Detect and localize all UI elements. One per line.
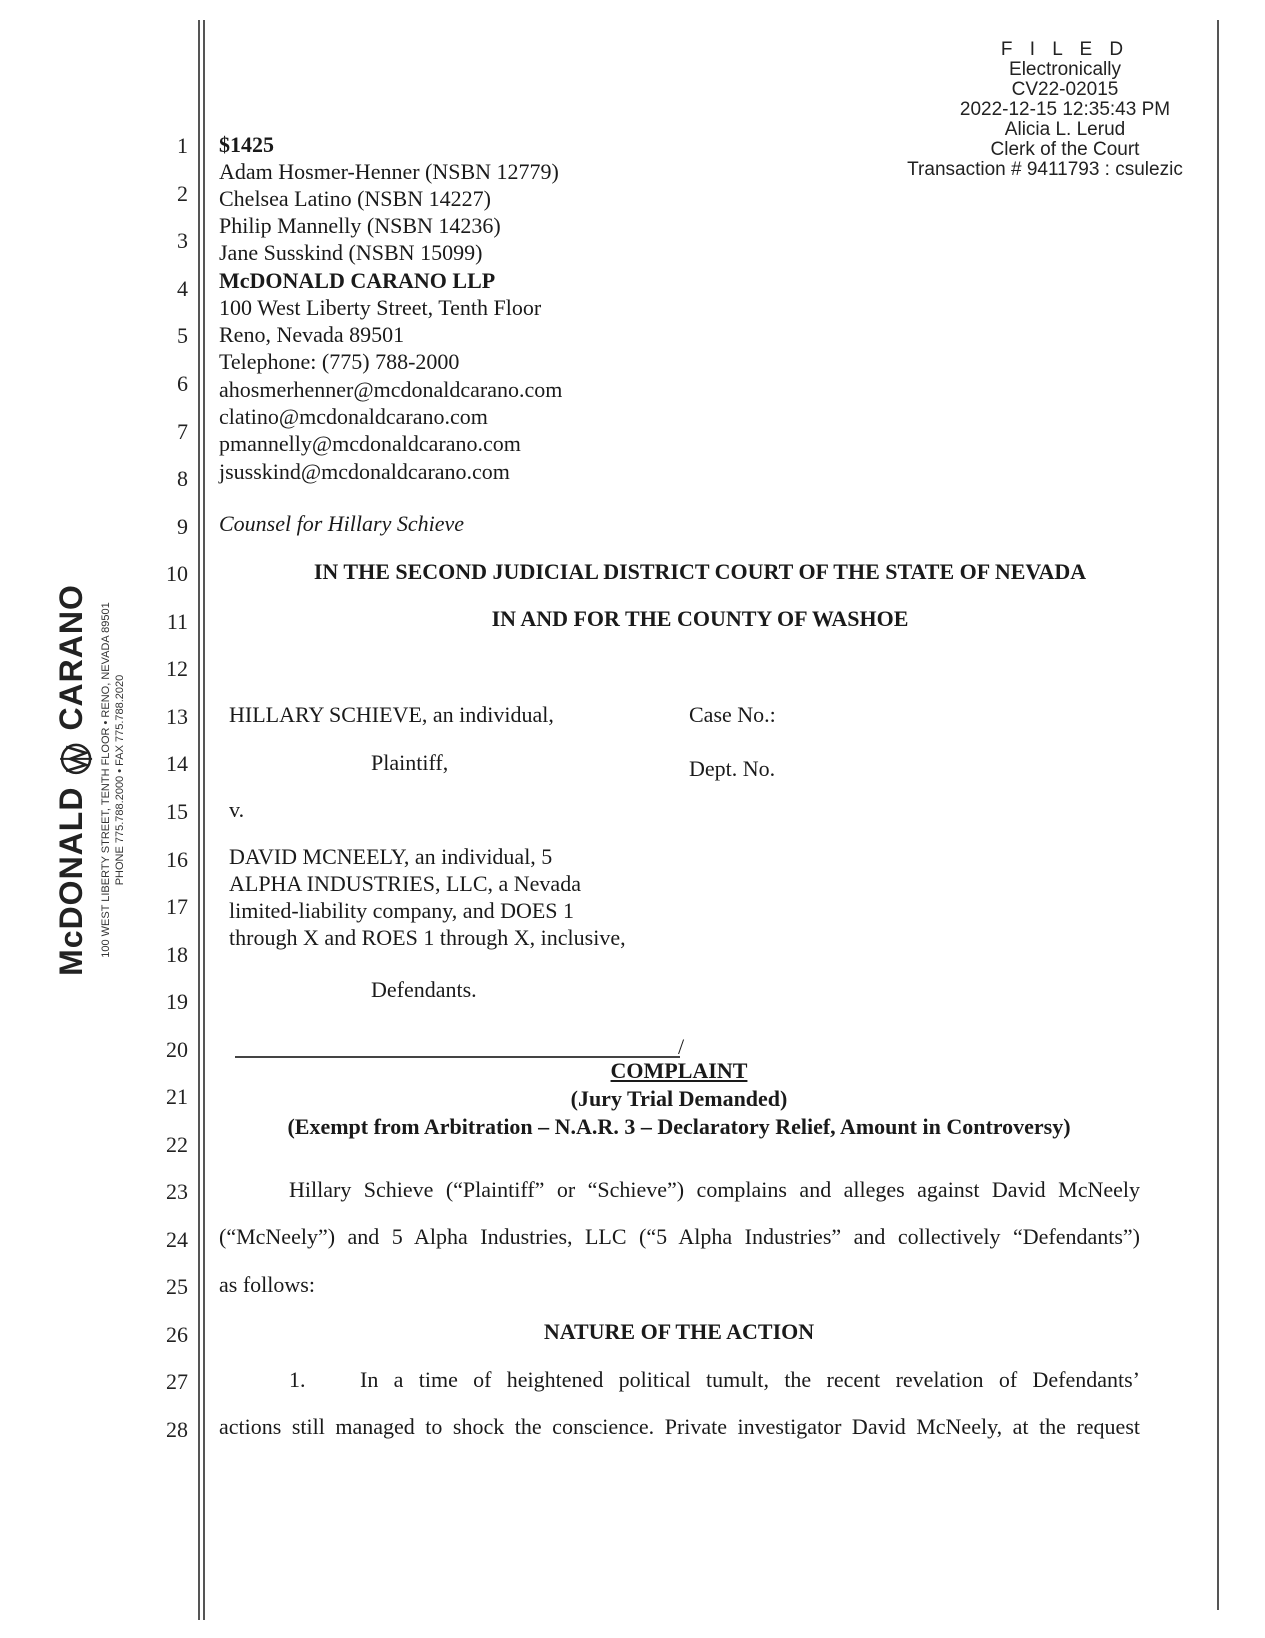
- line-number: 26: [166, 1322, 188, 1347]
- line-number: 15: [166, 799, 188, 824]
- paragraph-line: actions still managed to shock the conscience. Private investigator David McNeely, at the request: [219, 1414, 1140, 1439]
- firm-address-1: 100 West Liberty Street, Tenth Floor: [219, 295, 542, 320]
- section-heading: NATURE OF THE ACTION: [543, 1319, 815, 1344]
- defendants-line: DAVID MCNEELY, an individual, 5: [229, 844, 553, 869]
- defendants-line: limited-liability company, and DOES 1: [229, 898, 575, 923]
- stamp-clerk-title: Clerk of the Court: [990, 139, 1140, 160]
- firm-sidebar-logo: [30, 584, 150, 976]
- line-number: 20: [166, 1037, 188, 1062]
- intro-line: (“McNeely”) and 5 Alpha Industries, LLC (“5 Alpha Industries” and collectively “Defendants”): [219, 1224, 1140, 1249]
- attorney-email: jsusskind@mcdonaldcarano.com: [219, 459, 510, 484]
- line-number: 5: [177, 323, 188, 348]
- document-title: COMPLAINT: [610, 1058, 748, 1083]
- intro-line: as follows:: [219, 1272, 315, 1297]
- stamp-method: Electronically: [1009, 59, 1121, 80]
- defendants-line: through X and ROES 1 through X, inclusive,: [229, 925, 626, 950]
- filing-stamp: [907, 39, 1215, 180]
- firm-address-2: Reno, Nevada 89501: [219, 322, 405, 347]
- line-number: 17: [166, 894, 188, 919]
- line-number: 10: [166, 561, 188, 586]
- line-number: 11: [166, 609, 188, 634]
- logo-brand-right: CARANO: [53, 584, 90, 731]
- attorney-email: ahosmerhenner@mcdonaldcarano.com: [219, 377, 563, 402]
- firm-emblem-icon: [58, 741, 99, 777]
- line-number: 2: [177, 181, 188, 206]
- line-number: 4: [177, 276, 188, 301]
- line-number: 7: [177, 419, 188, 444]
- defendants-line: ALPHA INDUSTRIES, LLC, a Nevada: [229, 871, 581, 896]
- line-number: 18: [166, 942, 188, 967]
- dept-no-label: Dept. No.: [689, 756, 776, 781]
- line-number: 14: [166, 751, 188, 776]
- stamp-transaction: Transaction # 9411793 : csulezic: [907, 159, 1183, 180]
- stamp-timestamp: 2022-12-15 12:35:43 PM: [959, 99, 1171, 120]
- attorney-email: clatino@mcdonaldcarano.com: [219, 404, 488, 429]
- document-subtitle-jury: (Jury Trial Demanded): [570, 1086, 788, 1111]
- line-number: 13: [166, 704, 188, 729]
- line-number: 21: [166, 1084, 188, 1109]
- firm-name: McDONALD CARANO LLP: [219, 268, 496, 293]
- attorney-name: Jane Susskind (NSBN 15099): [219, 240, 483, 265]
- line-number: 12: [166, 656, 188, 681]
- line-number: 16: [166, 847, 188, 872]
- right-margin-rule: [1217, 20, 1219, 1610]
- line-number: 9: [177, 514, 188, 539]
- line-number: 24: [166, 1227, 188, 1252]
- line-number: 25: [166, 1274, 188, 1299]
- paragraph-number: 1.: [289, 1367, 306, 1392]
- document-subtitle-arbitration: (Exempt from Arbitration – N.A.R. 3 – Declaratory Relief, Amount in Controversy): [287, 1114, 1071, 1139]
- plaintiff-name: HILLARY SCHIEVE, an individual,: [229, 702, 554, 727]
- line-number: 27: [166, 1369, 188, 1394]
- counsel-for: Counsel for Hillary Schieve: [219, 511, 465, 536]
- left-margin-rule: [198, 20, 200, 1620]
- attorney-name: Adam Hosmer-Henner (NSBN 12779): [219, 159, 559, 184]
- logo-address: 100 WEST LIBERTY STREET, TENTH FLOOR • RENO, NEVADA 89501: [99, 602, 112, 958]
- paragraph-line: In a time of heightened political tumult, the recent revelation of Defendants’: [360, 1367, 1140, 1392]
- plaintiff-role: Plaintiff,: [371, 750, 449, 775]
- line-number: 22: [166, 1132, 188, 1157]
- line-number: 8: [177, 466, 188, 491]
- defendants-role: Defendants.: [371, 977, 477, 1002]
- line-number: 6: [177, 371, 188, 396]
- stamp-status: F I L E D: [1000, 39, 1130, 60]
- stamp-clerk-name: Alicia L. Lerud: [1004, 119, 1126, 140]
- versus: v.: [229, 797, 245, 822]
- stamp-case-number: CV22-02015: [1011, 79, 1119, 100]
- intro-line: Hillary Schieve (“Plaintiff” or “Schieve”) complains and alleges against David McNeely: [289, 1177, 1140, 1202]
- court-county: IN AND FOR THE COUNTY OF WASHOE: [491, 606, 909, 631]
- line-number: 19: [166, 989, 188, 1014]
- line-number: 3: [177, 228, 188, 253]
- line-number: 28: [166, 1417, 188, 1442]
- attorney-name: Philip Mannelly (NSBN 14236): [219, 213, 501, 238]
- firm-telephone: Telephone: (775) 788-2000: [219, 349, 460, 374]
- line-number: 23: [166, 1179, 188, 1204]
- attorney-email: pmannelly@mcdonaldcarano.com: [219, 431, 521, 456]
- logo-phone: PHONE 775.788.2000 • FAX 775.788.2020: [113, 674, 126, 886]
- attorney-name: Chelsea Latino (NSBN 14227): [219, 186, 491, 211]
- logo-brand-left: McDONALD: [53, 786, 90, 976]
- court-name: IN THE SECOND JUDICIAL DISTRICT COURT OF THE STATE OF NEVADA: [313, 559, 1087, 584]
- caption-slash: /: [678, 1034, 685, 1059]
- left-margin-rule-inner: [203, 20, 205, 1620]
- case-no-label: Case No.:: [689, 702, 776, 727]
- line-number: 1: [177, 133, 188, 158]
- filing-fee: $1425: [219, 132, 274, 157]
